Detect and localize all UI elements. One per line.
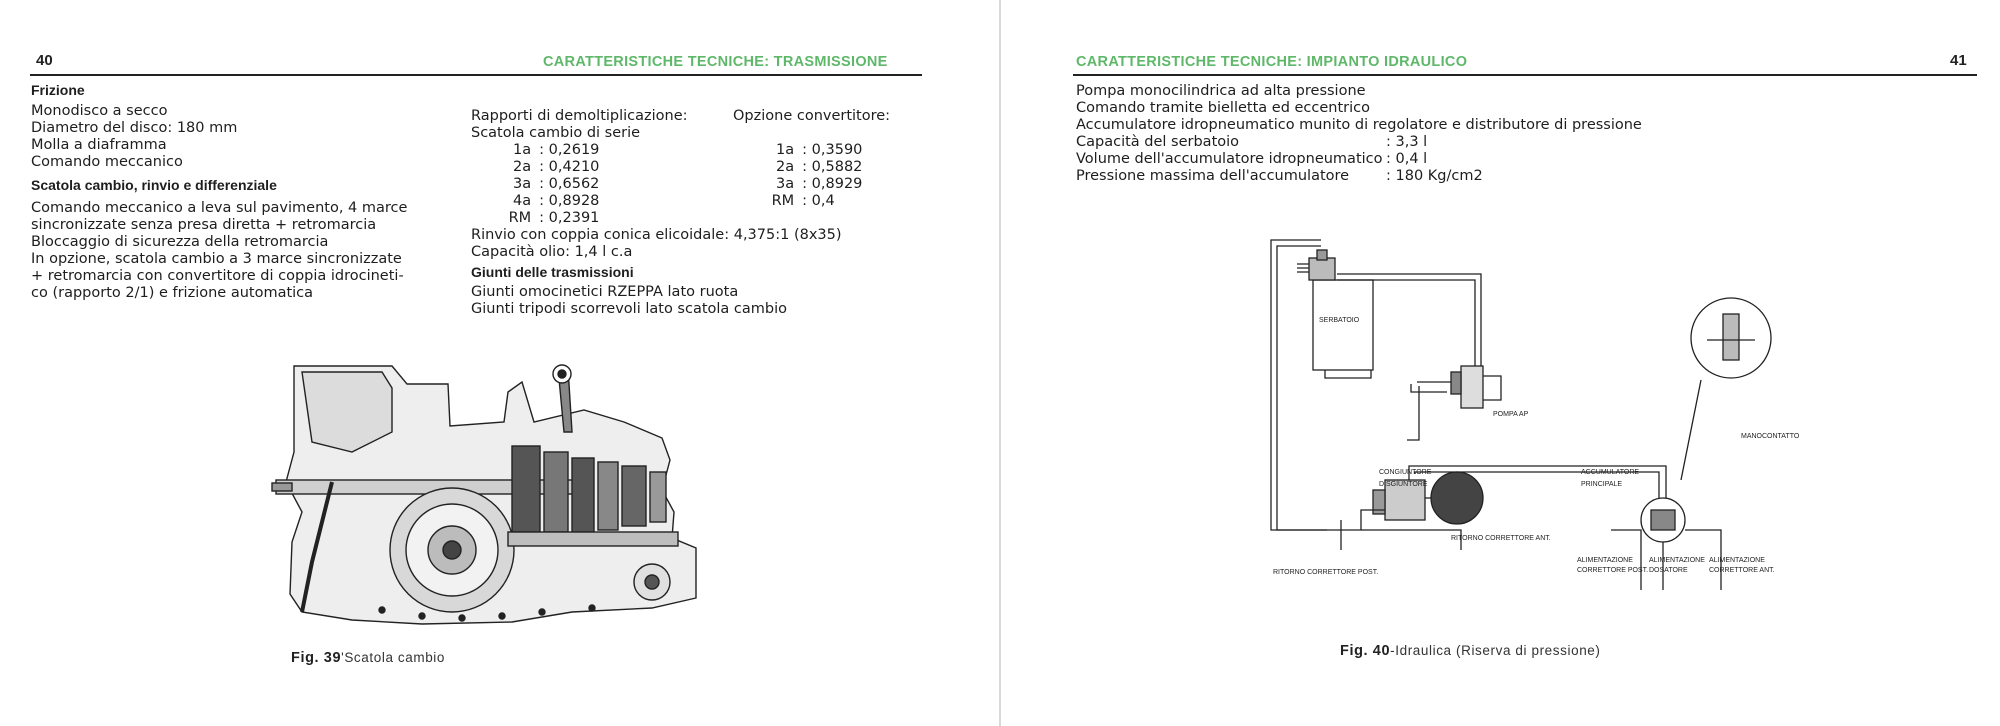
label-serbatoio: SERBATOIO (1319, 317, 1360, 324)
scatola-line: Bloccaggio di sicurezza della retromarcia (31, 234, 329, 250)
section-title-frizione: Frizione (31, 82, 85, 98)
label-accumulatore: ACCUMULATORE (1581, 469, 1640, 476)
section-title-scatola: Scatola cambio, rinvio e differenziale (31, 177, 277, 193)
rapporti-subtitle: Scatola cambio di serie (471, 125, 641, 141)
capacita-line: Capacità olio: 1,4 l c.a (471, 244, 633, 260)
gear-value: : 0,8928 (539, 193, 600, 209)
giunti-line: Giunti omocinetici RZEPPA lato ruota (471, 284, 739, 300)
label-manocontatto: MANOCONTATTO (1741, 433, 1800, 440)
gear-value: : 0,8929 (802, 176, 863, 192)
header-rule (30, 74, 922, 76)
scatola-line: In opzione, scatola cambio a 3 marce sincronizzate (31, 251, 402, 267)
right-page (1001, 0, 2000, 726)
gear-label: 3a (776, 176, 795, 192)
gear-value: : 0,2391 (539, 210, 600, 226)
figure-caption-text: 'Scatola cambio (341, 650, 446, 665)
spec-line: Pompa monocilindrica ad alta pressione (1076, 83, 1366, 99)
gear-label: 3a (513, 176, 532, 192)
section-title-giunti: Giunti delle trasmissioni (471, 264, 634, 280)
gear-label: 4a (513, 193, 532, 209)
label-principale: PRINCIPALE (1581, 481, 1623, 488)
opzione-title: Opzione convertitore: (733, 108, 891, 124)
gear-value: : 0,6562 (539, 176, 600, 192)
gear-label: 2a (776, 159, 795, 175)
frizione-line: Molla a diaframma (31, 137, 167, 153)
opzione-column (733, 108, 933, 210)
label-congiuntore: CONGIUNTORE (1379, 469, 1432, 476)
spec-value: : 0,4 l (1386, 151, 1428, 167)
gear-value: : 0,4210 (539, 159, 600, 175)
hydraulic-diagram (1261, 230, 1800, 590)
spec-label: Capacità del serbatoio (1076, 134, 1240, 150)
spec-line: Accumulatore idropneumatico munito di regolatore e distributore di pressione (1076, 117, 1642, 133)
spec-line: Comando tramite bielletta ed eccentrico (1076, 100, 1371, 116)
page-header: CARATTERISTICHE TECNICHE: IMPIANTO IDRAULICO (1076, 54, 1468, 70)
figure-number: Fig. 40 (1340, 643, 1391, 659)
page-number: 40 (36, 52, 53, 69)
figure-number: Fig. 39 (291, 650, 342, 666)
figure-caption-text: -Idraulica (Riserva di pressione) (1390, 643, 1601, 658)
gear-label: 2a (513, 159, 532, 175)
header-rule (1073, 74, 1977, 76)
scatola-line: Comando meccanico a leva sul pavimento, 4 marce (31, 200, 408, 216)
gear-label: 1a (776, 142, 795, 158)
label-alim-post-1: ALIMENTAZIONE (1577, 557, 1633, 564)
spec-value: : 3,3 l (1386, 134, 1428, 150)
ratio-table-serie (504, 142, 604, 227)
label-pompa: POMPA AP (1493, 411, 1529, 418)
gear-value: : 0,3590 (802, 142, 863, 158)
label-alim-post-2: CORRETTORE POST. (1577, 567, 1649, 574)
scatola-line: co (rapporto 2/1) e frizione automatica (31, 285, 314, 301)
scatola-line: sincronizzate senza presa diretta + retromarcia (31, 217, 377, 233)
label-alim-dos-2: DOSATORE (1649, 567, 1688, 574)
label-ritorno-post: RITORNO CORRETTORE POST. (1273, 569, 1379, 576)
gear-value: : 0,2619 (539, 142, 600, 158)
gear-value: : 0,4 (802, 193, 835, 209)
page-header: CARATTERISTICHE TECNICHE: TRASMISSIONE (543, 54, 888, 70)
gear-label: RM (508, 210, 532, 226)
spec-label: Pressione massima dell'accumulatore (1076, 168, 1350, 184)
figure-caption (1340, 643, 1601, 659)
rapporti-title: Rapporti di demoltiplicazione: (471, 108, 688, 124)
left-column (31, 82, 471, 302)
label-alim-ant-1: ALIMENTAZIONE (1709, 557, 1765, 564)
rinvio-line: Rinvio con coppia conica elicoidale: 4,375:1 (8x35) (471, 227, 842, 243)
label-alim-ant-2: CORRETTORE ANT. (1709, 567, 1775, 574)
label-ritorno-ant: RITORNO CORRETTORE ANT. (1451, 535, 1551, 542)
giunti-line: Giunti tripodi scorrevoli lato scatola cambio (471, 301, 788, 317)
frizione-line: Diametro del disco: 180 mm (31, 120, 238, 136)
spec-label: Volume dell'accumulatore idropneumatico (1076, 151, 1383, 167)
label-disgiuntore: DISGIUNTORE (1379, 481, 1428, 488)
spec-value: : 180 Kg/cm2 (1386, 168, 1483, 184)
ratio-table-opzione (767, 142, 867, 210)
figure-caption (291, 650, 445, 666)
gear-value: : 0,5882 (802, 159, 863, 175)
frizione-line: Monodisco a secco (31, 103, 168, 119)
gearbox-illustration (272, 362, 704, 634)
spec-table (1076, 134, 1836, 185)
specs-block (1076, 83, 1836, 185)
scatola-line: + retromarcia con convertitore di coppia idrocineti- (31, 268, 404, 284)
gear-label: RM (771, 193, 795, 209)
left-page (0, 0, 999, 726)
label-alim-dos-1: ALIMENTAZIONE (1649, 557, 1705, 564)
frizione-line: Comando meccanico (31, 154, 183, 170)
page-number: 41 (1950, 52, 1967, 69)
gear-label: 1a (513, 142, 532, 158)
